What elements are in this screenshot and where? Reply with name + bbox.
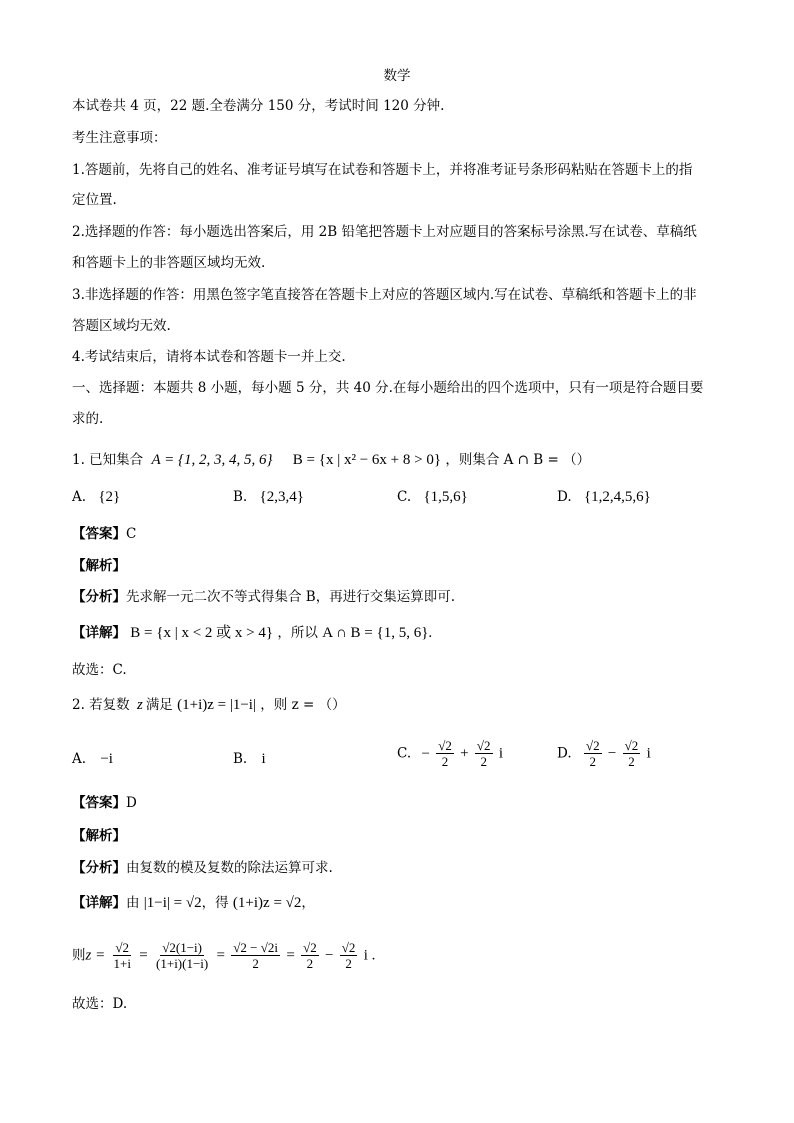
q2-option-a: A. −i: [72, 751, 113, 767]
q2-option-d: D. $\frac{√2}{2}$ − $\frac{√2}{2}$ i: [557, 738, 651, 769]
notice-line: 答题区域均无效.: [72, 318, 171, 334]
q2-analysis-tag: 【解析】: [72, 828, 126, 844]
q2-answer: [72, 793, 137, 813]
notice-line: 3.非选择题的作答：用黑色签字笔直接答在答题卡上对应的答题区域内.写在试卷、草稿纸和答题卡上的非: [72, 287, 697, 303]
q1-set-b: B = {x | x² − 6x + 8 > 0}: [292, 452, 442, 468]
section-heading: 一、选择题：本题共 8 小题，每小题 5 分，共 40 分.在每小题给出的四个选项中，只有一项是符合题目要: [72, 380, 704, 396]
notice-line: 和答题卡上的非答题区域均无效.: [72, 255, 266, 271]
page-title: 数学: [383, 68, 411, 84]
q1-fenxi: [72, 587, 455, 607]
section-heading-cont: 求的.: [72, 411, 104, 427]
q1-analysis-tag: 【解析】: [72, 558, 126, 574]
answer-tag: 【答案】: [72, 795, 126, 811]
q1-answer: [72, 524, 136, 544]
q1-xiangjie: 【详解】 B = {x | x < 2 或 x > 4} ，所以 A ∩ B = {1, 5, 6}.: [72, 625, 433, 641]
notice-line: 4.考试结束后，请将本试卷和答题卡一并上交.: [72, 349, 346, 365]
q1-option-d: D. {1,2,4,5,6}: [557, 489, 651, 505]
intro-text: 本试卷共 4 页，22 题.全卷满分 150 分，考试时间 120 分钟.: [72, 98, 445, 114]
q1-option-a: A. {2}: [72, 489, 121, 505]
fenxi-tag: 【分析】: [72, 589, 126, 605]
q2-xiangjie-line1: 【详解】由 |1−i| = √2，得 (1+i)z = √2，: [72, 895, 315, 911]
xiangjie-tag: 【详解】: [72, 895, 126, 911]
q2-option-b: B. i: [233, 751, 266, 767]
q2-stem-eq: (1+i)z = |1−i|: [177, 697, 256, 713]
q1-stem: [72, 450, 590, 470]
q1-stem-prefix: 1. 已知集合: [72, 452, 144, 468]
notice-line: 2.选择题的作答：每小题选出答案后，用 2B 铅笔把答题卡上对应题目的答案标号涂黑.写在试卷、草稿纸: [72, 224, 697, 240]
fenxi-text: 先求解一元二次不等式得集合 B，再进行交集运算即可.: [126, 589, 456, 605]
q1-final: 故选：C.: [72, 662, 127, 678]
fenxi-text: 由复数的模及复数的除法运算可求.: [126, 860, 333, 876]
q1-xiangjie-result: A ∩ B = {1, 5, 6}.: [322, 625, 433, 641]
fenxi-tag: 【分析】: [72, 860, 126, 876]
q2-xiangjie-line2: 则z = $\frac{√2}{1+i}$ = $\frac{√2(1-i)}{(1+i)(1-i)}$ = $\frac{√2 - √2i}{2}$ = $\frac{√2}{2}$ − $\frac{√2}{2}$ i .: [72, 940, 376, 971]
answer-value: D: [126, 795, 137, 811]
answer-tag: 【答案】: [72, 526, 126, 542]
notice-heading: 考生注意事项：: [72, 130, 167, 146]
notice-line: 1.答题前，先将自己的姓名、准考证号填写在试卷和答题卡上，并将准考证号条形码粘贴在答题卡上的指: [72, 162, 693, 178]
q2-option-c: C. − $\frac{√2}{2}$ + $\frac{√2}{2}$ i: [397, 738, 504, 769]
q1-option-c: C. {1,5,6}: [397, 489, 468, 505]
q1-set-a: A = {1, 2, 3, 4, 5, 6}: [151, 452, 273, 468]
q2-final: 故选：D.: [72, 996, 128, 1012]
xiangjie-tag: 【详解】: [72, 625, 126, 641]
q1-xiangjie-b: B = {x | x < 2 或 x > 4}: [130, 625, 274, 641]
q2-fenxi: [72, 858, 333, 878]
notice-line: 定位置.: [72, 192, 117, 208]
answer-value: C: [126, 526, 137, 542]
q1-option-b: B. {2,3,4}: [233, 489, 304, 505]
q1-stem-suffix: ，则集合 A ∩ B = （）: [445, 452, 591, 468]
q2-stem: 2. 若复数 z 满足 (1+i)z = |1−i| ，则 z = （）: [72, 697, 346, 713]
